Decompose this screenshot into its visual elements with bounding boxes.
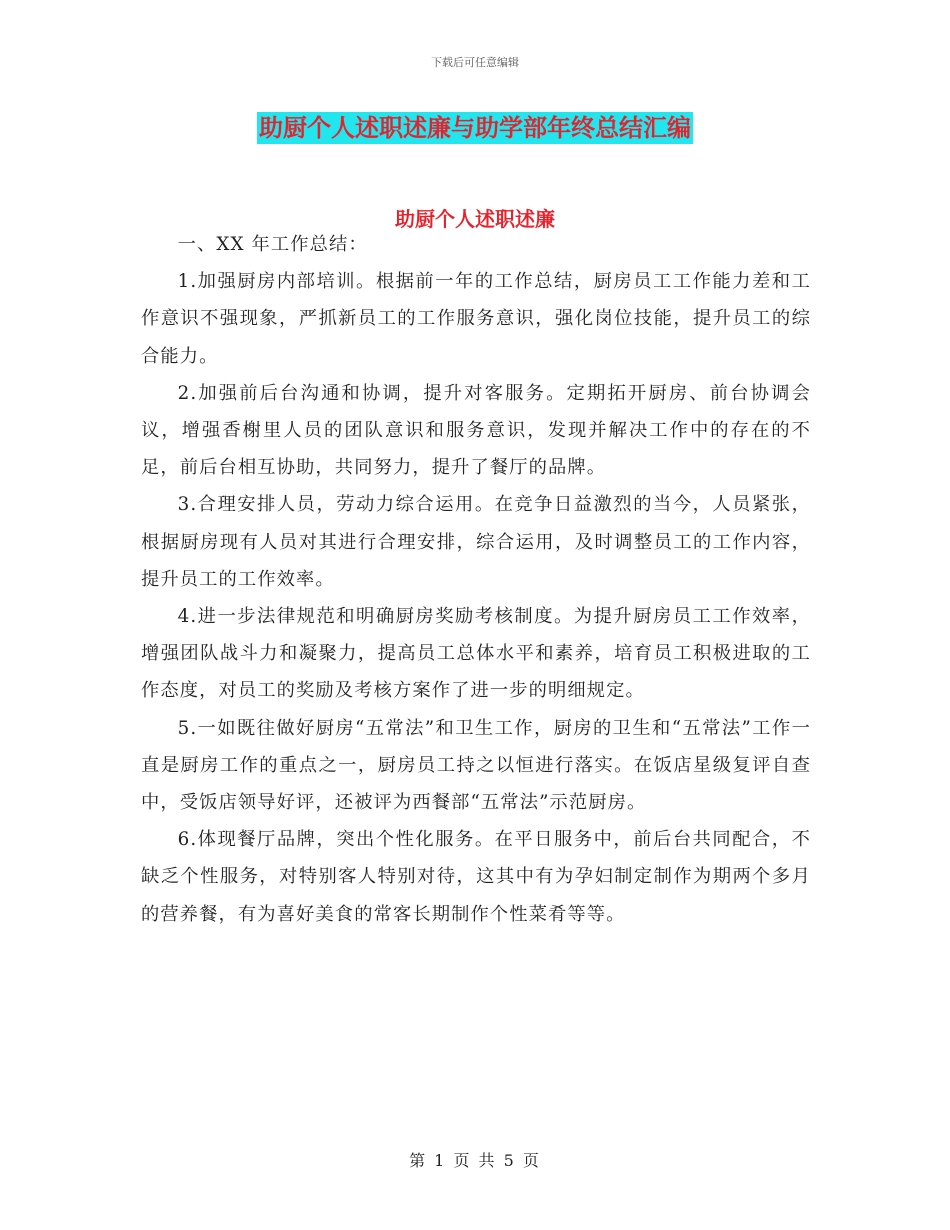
header-note: 下载后可任意编辑 xyxy=(431,56,519,69)
paragraph: 2.加强前后台沟通和协调，提升对客服务。定期拓开厨房、前台协调会议，增强香榭里人员的团队意识和服务意识，发现并解决工作中的存在的不足，前后台相互协助，共同努力，提升了餐厅的品牌。 xyxy=(141,382,811,479)
paragraph: 一、XX 年工作总结： xyxy=(177,234,368,255)
paragraph: 1.加强厨房内部培训。根据前一年的工作总结，厨房员工工作能力差和工作意识不强现象，严抓新员工的工作服务意识，强化岗位技能，提升员工的综合能力。 xyxy=(141,271,811,367)
section-title: 助厨个人述职述廉 xyxy=(395,207,555,231)
paragraph: 3.合理安排人员，劳动力综合运用。在竞争日益激烈的当今，人员紧张，根据厨房现有人员对其进行合理安排，综合运用，及时调整员工的工作内容，提升员工的工作效率。 xyxy=(141,494,811,590)
paragraph: 4.进一步法律规范和明确厨房奖励考核制度。为提升厨房员工工作效率，增强团队战斗力和凝聚力，提高员工总体水平和素养，培育员工积极进取的工作态度，对员工的奖励及考核方案作了进一步的明细规定。 xyxy=(141,606,811,702)
paragraph: 6.体现餐厅品牌，突出个性化服务。在平日服务中，前后台共同配合，不缺乏个性服务，对特别客人特别对待，这其中有为孕妇制定制作为期两个多月的营养餐，有为喜好美食的常客长期制作个性菜肴等等。 xyxy=(141,829,811,925)
paragraph: 5.一如既往做好厨房“五常法”和卫生工作，厨房的卫生和“五常法”工作一直是厨房工作的重点之一，厨房员工持之以恒进行落实。在饭店星级复评自查中，受饭店领导好评，还被评为西餐部“五常法”示范厨房。 xyxy=(141,717,811,814)
main-title-text: 助厨个人述职述廉与助学部年终总结汇编 xyxy=(259,114,691,142)
document-main-title xyxy=(0,112,950,144)
page-number: 第 1 页 共 5 页 xyxy=(409,1151,541,1170)
document-body xyxy=(141,226,811,933)
